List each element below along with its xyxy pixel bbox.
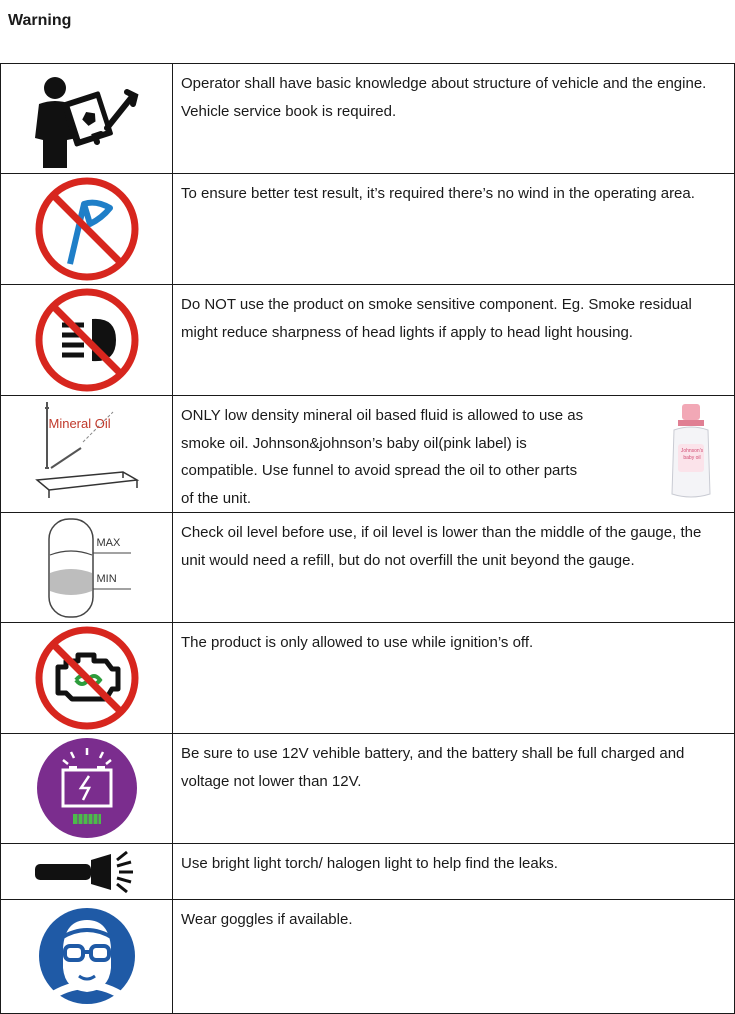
page-title: Warning xyxy=(8,12,72,29)
icon-cell xyxy=(1,734,173,844)
table-row xyxy=(1,844,735,900)
table-row xyxy=(1,174,735,285)
icon-cell xyxy=(1,396,173,513)
icon-cell xyxy=(1,623,173,734)
icon-cell xyxy=(1,285,173,396)
table-row xyxy=(1,734,735,844)
no-engine-running-icon xyxy=(32,623,142,733)
icon-cell xyxy=(1,844,173,900)
gauge-min-label: MIN xyxy=(96,573,117,585)
warning-table xyxy=(0,63,735,1014)
icon-cell xyxy=(1,513,173,623)
oil-gauge-icon xyxy=(27,515,147,619)
battery-12v-icon xyxy=(35,736,139,840)
table-row xyxy=(1,900,735,1014)
table-row xyxy=(1,513,735,623)
icon-cell xyxy=(1,174,173,285)
table-row xyxy=(1,285,735,396)
no-smoke-headlight-icon xyxy=(32,285,142,395)
mineral-oil-label: Mineral Oil xyxy=(48,416,111,431)
torch-icon xyxy=(27,846,147,896)
icon-cell xyxy=(1,64,173,174)
table-row xyxy=(1,623,735,734)
mineral-oil-fill-icon xyxy=(27,398,147,502)
table-row xyxy=(1,64,735,174)
gauge-max-label: MAX xyxy=(96,537,121,549)
icon-cell xyxy=(1,900,173,1014)
warning-text: To ensure better test result, it’s required there’s no wind in the operating area. xyxy=(173,174,735,285)
warning-text: Use bright light torch/ halogen light to help find the leaks. xyxy=(173,844,735,900)
mechanic-manual-icon xyxy=(27,68,147,168)
table-row xyxy=(1,396,735,513)
warning-text: The product is only allowed to use while ignition’s off. xyxy=(173,623,735,734)
warning-text: Do NOT use the product on smoke sensitive component. Eg. Smoke residual might reduce sharpness of head lights if apply to head light housing. xyxy=(173,285,735,396)
warning-text: Wear goggles if available. xyxy=(173,900,735,1014)
warning-text: ONLY low density mineral oil based fluid is allowed to use as smoke oil. Johnson&johnson’s baby oil(pink label) is compatible. Use funnel to avoid spread the oil to other parts of the unit. xyxy=(181,407,584,507)
warning-text: Be sure to use 12V vehible battery, and the battery shall be full charged and voltage not lower than 12V. xyxy=(173,734,735,844)
warning-text-cell xyxy=(173,396,735,513)
baby-oil-bottle-image xyxy=(656,402,726,502)
goggles-icon xyxy=(37,906,137,1006)
no-wind-icon xyxy=(32,174,142,284)
bottle-label: Johnson's baby oil xyxy=(680,448,704,461)
warning-text: Check oil level before use, if oil level is lower than the middle of the gauge, the unit would need a refill, but do not overfill the unit beyond the gauge. xyxy=(173,513,735,623)
warning-text: Operator shall have basic knowledge about structure of vehicle and the engine. Vehicle service book is required. xyxy=(173,64,735,174)
